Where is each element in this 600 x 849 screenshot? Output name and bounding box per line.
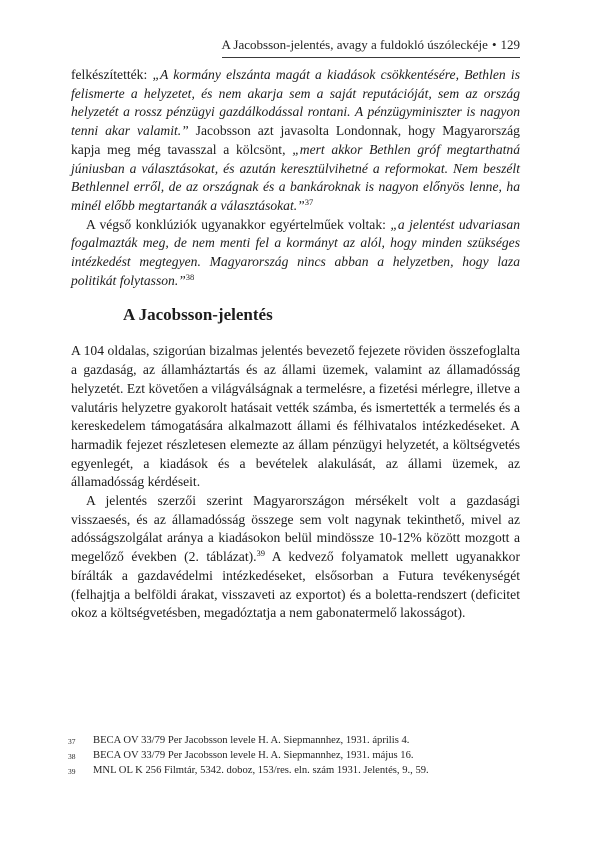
paragraph-report-findings xyxy=(71,492,520,623)
footnote xyxy=(68,763,523,778)
header-bullet-separator: • xyxy=(491,37,497,52)
text-column xyxy=(71,66,520,623)
section-heading: A Jacobsson-jelentés xyxy=(123,305,273,325)
paragraph-text: Jacobsson azt javasolta Londonnak, hogy Magyarország kapja meg még tavasszal a kölcsönt, xyxy=(71,123,520,157)
paragraph-text: A kedvező folyamatok mellett ugyanakkor bírálták a gazdavédelmi intézkedéseket, elsősorban a Futura tevékenységét (felhajtja a belföldi árakat, visszaveti az exportot) és a boletta-rendszert (deficitet okoz a költségvetésben, megadóztatja a nem gabonatermelő lakosságot). xyxy=(71,549,520,621)
footnote-number: 39 xyxy=(68,767,76,777)
footnote-ref-37: 37 xyxy=(304,196,314,207)
running-header-title: A Jacobsson-jelentés, avagy a fuldokló úszóleckéje xyxy=(221,37,488,52)
quoted-text-italic: „A kormány elszánta magát a kiadások csökkentésére, Bethlen is felismerte a helyzetet, és nem akarja sem a saját reputációját, sem az ország helyzetét a rossz pénzügyi gazdálkodással rontani. A pénzügyminiszter is nagyon tenni akar valamit.” xyxy=(71,67,520,139)
paragraph-text: A jelentés szerzői szerint Magyarországon mérsékelt volt a gazdasági visszaesés, és az államadósság összege sem volt nagynak tekinthető, mivel az adósságszolgálat aránya a kiadásokon belül mindössze 10-12% között mozgott a megelőző években (2. táblázat). xyxy=(71,493,520,565)
footnote-text: BECA OV 33/79 Per Jacobsson levele H. A. Siepmannhez, 1931. május 16. xyxy=(93,750,414,762)
footnote-ref-38: 38 xyxy=(185,271,195,282)
running-header xyxy=(71,36,520,58)
paragraph-report-overview xyxy=(71,342,520,492)
paragraph-jacobsson-quote xyxy=(71,66,520,216)
running-header-rule xyxy=(222,37,520,58)
quoted-text-italic: „a jelentést udvariasan fogalmazták meg, de nem menti fel a kormányt az alól, hogy minden szükséges intézkedést megtegyen. Magyarország nincs abban a helyzetben, hogy laza politikát folytasson.” xyxy=(71,216,520,288)
footnote-ref-39: 39 xyxy=(256,548,266,559)
footnote xyxy=(68,748,523,763)
quoted-text-italic: „mert akkor Bethlen gróf megtarthatná júniusban a választásokat, és azután keresztülvihetné a reformokat. Nem beszélt Bethlennel erről, de az országnak és a bankároknak is nagyon előnyös lenne, ha minél előbb megtartanák a választásokat.” xyxy=(71,141,520,213)
paragraph-text: A végső konklúziók ugyanakkor egyértelműek voltak: xyxy=(86,216,391,232)
footnote-text: BECA OV 33/79 Per Jacobsson levele H. A. Siepmannhez, 1931. április 4. xyxy=(93,735,410,746)
paragraph-text: A 104 oldalas, szigorúan bizalmas jelentés bevezető fejezete röviden összefoglalta a gazdaság, az államháztartás és az állami üzemek, valamint az államadósság helyzetét. Ezt követően a világválságnak a termelésre, a fizetési mérlegre, illetve a valutáris helyzetre gyakorolt hatásait vették számba, és ismertették a termelés és a kereskedelem támogatására alkalmazott állami és félhivatalos intézkedéseket. A harmadik fejezet részletesen elemezte az állam pénzügyi helyzetét, a költségvetés egyenlegét, a kiadások és a bevételek alakulását, az állami üzemek, az államadósság kérdéseit. xyxy=(71,343,520,490)
footnote-number: 37 xyxy=(68,737,76,746)
footnotes xyxy=(68,733,523,779)
paragraph-conclusions xyxy=(71,216,520,291)
paragraph-text: felkészítették: xyxy=(71,67,153,82)
footnote xyxy=(68,733,523,748)
footnote-text: MNL OL K 256 Filmtár, 5342. doboz, 153/res. eln. szám 1931. Jelentés, 9., 59. xyxy=(93,765,429,777)
page-number: 129 xyxy=(500,37,520,52)
footnote-number: 38 xyxy=(68,752,76,762)
